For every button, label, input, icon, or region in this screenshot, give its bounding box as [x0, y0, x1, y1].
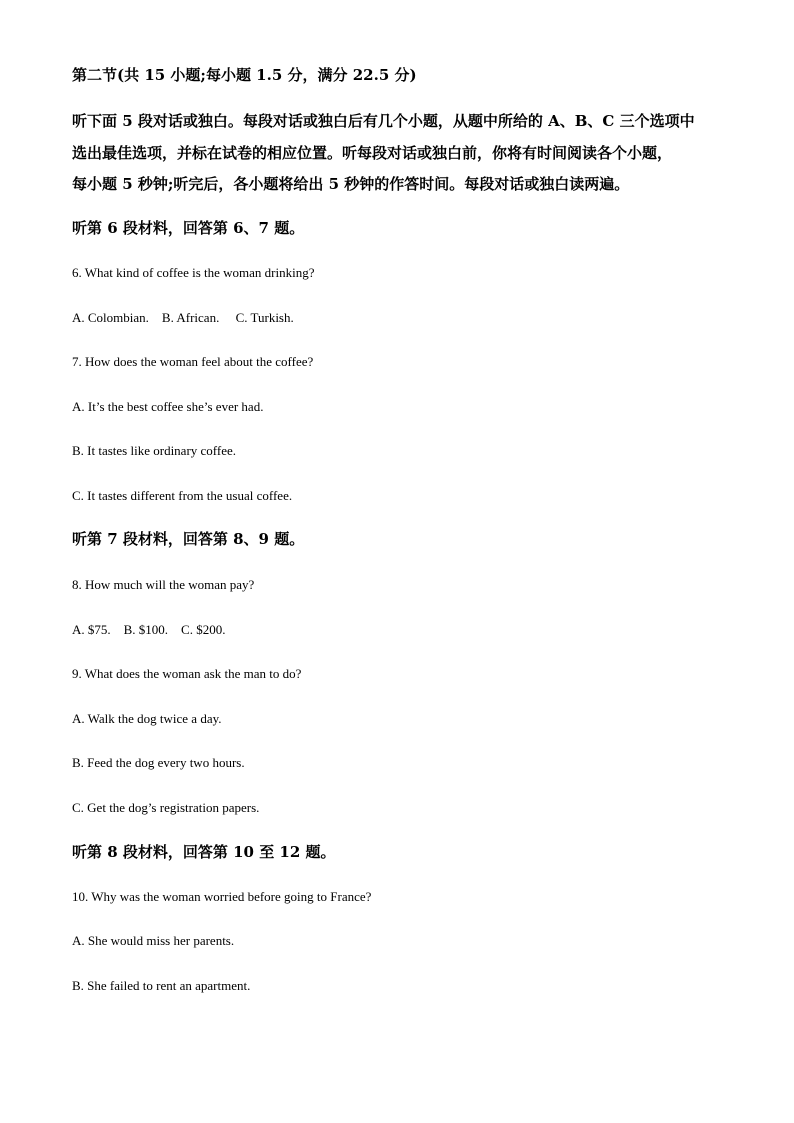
question-8-options: A. $75. B. $100. C. $200. — [72, 622, 226, 637]
question-7-option-a: A. It’s the best coffee she’s ever had. — [72, 399, 264, 414]
question-9-option-b: B. Feed the dog every two hours. — [72, 755, 245, 770]
question-9-option-c: C. Get the dog’s registration papers. — [72, 800, 260, 815]
question-7-text: 7. How does the woman feel about the coffee? — [72, 354, 314, 369]
question-7-option-c: C. It tastes different from the usual coffee. — [72, 488, 293, 503]
group-heading-8: 听第 8 段材料，回答第 10 至 12 题。 — [72, 843, 336, 861]
question-8-text: 8. How much will the woman pay? — [72, 577, 255, 592]
instruction-line-2: 选出最佳选项，并标在试卷的相应位置。听每段对话或独白前，你将有时间阅读各个小题， — [72, 144, 673, 162]
question-6-options: A. Colombian. B. African. C. Turkish. — [72, 310, 294, 325]
question-10-option-a: A. She would miss her parents. — [72, 933, 235, 948]
instruction-line-3: 每小题 5 秒钟;听完后，各小题将给出 5 秒钟的作答时间。每段对话或独白读两遍。 — [72, 175, 630, 193]
section-heading: 第二节(共 15 小题;每小题 1.5 分，满分 22.5 分) — [72, 66, 417, 84]
question-10-option-b: B. She failed to rent an apartment. — [72, 978, 251, 993]
group-heading-6: 听第 6 段材料，回答第 6、7 题。 — [72, 219, 305, 237]
question-7-option-b: B. It tastes like ordinary coffee. — [72, 443, 237, 458]
question-6-text: 6. What kind of coffee is the woman drinking? — [72, 265, 315, 280]
question-9-text: 9. What does the woman ask the man to do? — [72, 666, 302, 681]
question-10-text: 10. Why was the woman worried before going to France? — [72, 889, 372, 904]
group-heading-7: 听第 7 段材料，回答第 8、9 题。 — [72, 530, 305, 548]
question-9-option-a: A. Walk the dog twice a day. — [72, 711, 222, 726]
instruction-line-1: 听下面 5 段对话或独白。每段对话或独白后有几个小题，从题中所给的 A、B、C 三个选项中 — [72, 112, 695, 130]
